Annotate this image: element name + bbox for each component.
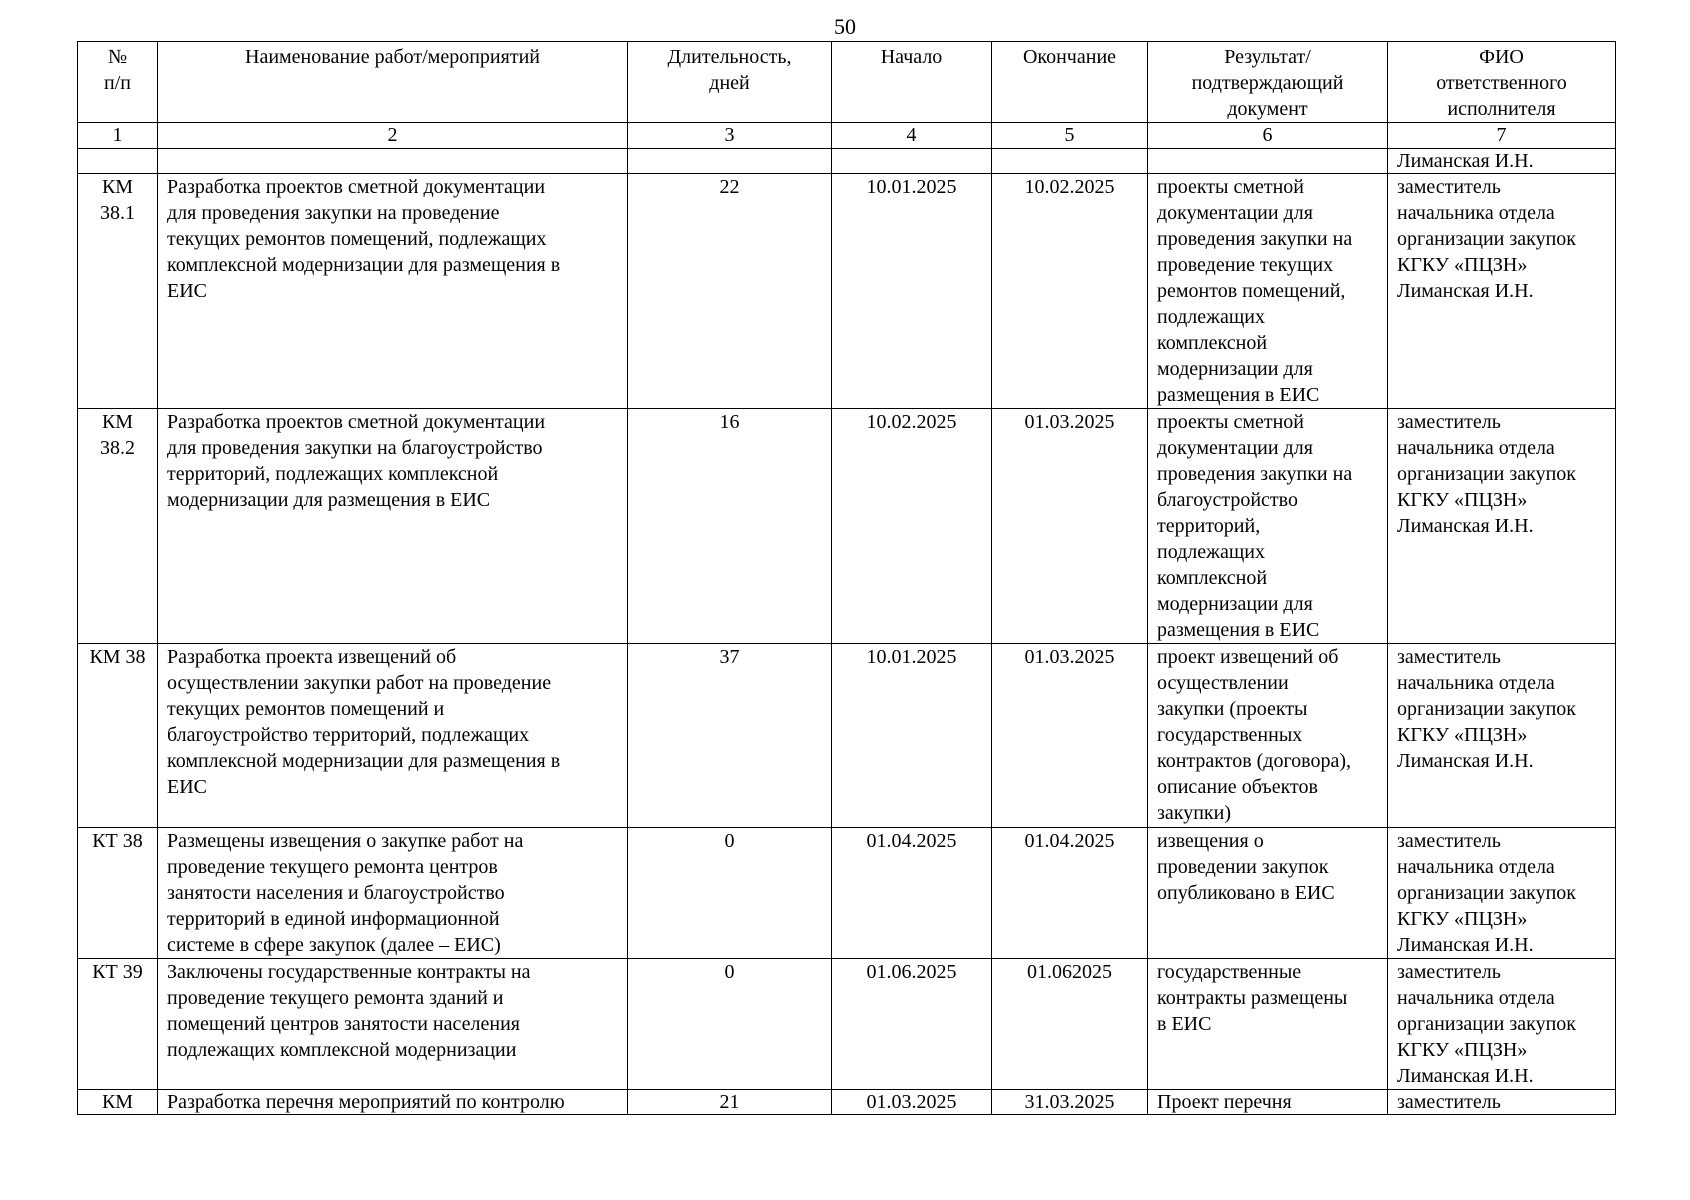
row-start: 01.03.2025: [832, 1090, 992, 1115]
row-start: 01.04.2025: [832, 828, 992, 959]
column-number: 7: [1388, 123, 1616, 149]
row-end: 01.04.2025: [992, 828, 1148, 959]
row-end: [992, 149, 1148, 174]
row-duration: 22: [628, 174, 832, 409]
table-row: [78, 409, 1616, 644]
header-responsible: ФИО ответственного исполнителя: [1388, 42, 1616, 123]
table-row: [78, 1090, 1616, 1115]
header-duration: Длительность, дней: [628, 42, 832, 123]
row-end: 10.02.2025: [992, 174, 1148, 409]
row-name: Заключены государственные контракты на проведение текущего ремонта зданий и помещений центров занятости населения подлежащих комплексной модернизации: [158, 959, 628, 1090]
row-end: 01.03.2025: [992, 644, 1148, 828]
row-responsible: заместитель начальника отдела организации закупок КГКУ «ПЦЗН» Лиманская И.Н.: [1388, 409, 1616, 644]
row-id: [78, 149, 158, 174]
header-end: Окончание: [992, 42, 1148, 123]
row-result: государственные контракты размещены в ЕИС: [1148, 959, 1388, 1090]
header-result: Результат/ подтверждающий документ: [1148, 42, 1388, 123]
column-number: 5: [992, 123, 1148, 149]
row-result: проекты сметной документации для проведения закупки на проведение текущих ремонтов помещений, подлежащих комплексной модернизации для размещения в ЕИС: [1148, 174, 1388, 409]
table-row: [78, 644, 1616, 828]
row-start: [832, 149, 992, 174]
work-schedule-table: [77, 41, 1616, 1115]
page-number: 50: [834, 14, 856, 39]
row-end: 31.03.2025: [992, 1090, 1148, 1115]
row-id: КМ 38: [78, 644, 158, 828]
table-row: [78, 174, 1616, 409]
row-name: [158, 149, 628, 174]
row-duration: 0: [628, 959, 832, 1090]
row-name: Разработка перечня мероприятий по контролю: [158, 1090, 628, 1115]
row-responsible: Лиманская И.Н.: [1388, 149, 1616, 174]
column-number: 4: [832, 123, 992, 149]
column-number-row: [78, 123, 1616, 149]
row-duration: 37: [628, 644, 832, 828]
row-duration: 0: [628, 828, 832, 959]
row-duration: 21: [628, 1090, 832, 1115]
table-row: [78, 828, 1616, 959]
row-id: КМ 38.1: [78, 174, 158, 409]
row-start: 01.06.2025: [832, 959, 992, 1090]
column-number: 6: [1148, 123, 1388, 149]
row-name: Разработка проектов сметной документации для проведения закупки на проведение текущих ремонтов помещений, подлежащих комплексной модернизации для размещения в ЕИС: [158, 174, 628, 409]
row-responsible: заместитель: [1388, 1090, 1616, 1115]
row-id: КТ 39: [78, 959, 158, 1090]
row-end: 01.062025: [992, 959, 1148, 1090]
header-number: № п/п: [78, 42, 158, 123]
column-number: 2: [158, 123, 628, 149]
row-result: [1148, 149, 1388, 174]
row-start: 10.01.2025: [832, 174, 992, 409]
header-row: [78, 42, 1616, 123]
continuation-row: [78, 149, 1616, 174]
row-result: проекты сметной документации для проведения закупки на благоустройство территорий, подлежащих комплексной модернизации для размещения в ЕИС: [1148, 409, 1388, 644]
row-responsible: заместитель начальника отдела организации закупок КГКУ «ПЦЗН» Лиманская И.Н.: [1388, 174, 1616, 409]
table-row: [78, 959, 1616, 1090]
row-name: Разработка проектов сметной документации для проведения закупки на благоустройство территорий, подлежащих комплексной модернизации для размещения в ЕИС: [158, 409, 628, 644]
header-start: Начало: [832, 42, 992, 123]
column-number: 3: [628, 123, 832, 149]
row-responsible: заместитель начальника отдела организации закупок КГКУ «ПЦЗН» Лиманская И.Н.: [1388, 644, 1616, 828]
row-start: 10.02.2025: [832, 409, 992, 644]
row-responsible: заместитель начальника отдела организации закупок КГКУ «ПЦЗН» Лиманская И.Н.: [1388, 959, 1616, 1090]
row-duration: 16: [628, 409, 832, 644]
row-name: Размещены извещения о закупке работ на проведение текущего ремонта центров занятости населения и благоустройство территорий в единой информационной системе в сфере закупок (далее – ЕИС): [158, 828, 628, 959]
row-responsible: заместитель начальника отдела организации закупок КГКУ «ПЦЗН» Лиманская И.Н.: [1388, 828, 1616, 959]
header-work-name: Наименование работ/мероприятий: [158, 42, 628, 123]
row-id: КМ 38.2: [78, 409, 158, 644]
row-result: Проект перечня: [1148, 1090, 1388, 1115]
row-id: КМ: [78, 1090, 158, 1115]
row-end: 01.03.2025: [992, 409, 1148, 644]
row-result: проект извещений об осуществлении закупки (проекты государственных контрактов (договора), описание объектов закупки): [1148, 644, 1388, 828]
column-number: 1: [78, 123, 158, 149]
row-id: КТ 38: [78, 828, 158, 959]
row-result: извещения о проведении закупок опубликовано в ЕИС: [1148, 828, 1388, 959]
row-duration: [628, 149, 832, 174]
row-start: 10.01.2025: [832, 644, 992, 828]
row-name: Разработка проекта извещений об осуществлении закупки работ на проведение текущих ремонтов помещений и благоустройство территорий, подлежащих комплексной модернизации для размещения в ЕИС: [158, 644, 628, 828]
